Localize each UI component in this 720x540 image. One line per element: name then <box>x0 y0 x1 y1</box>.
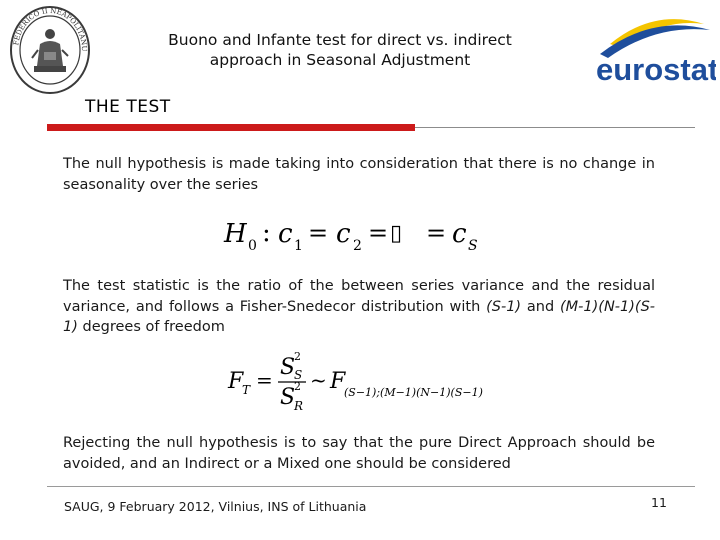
eq2-den-sup: 2 <box>294 380 301 393</box>
eq1-c1: c <box>278 219 293 249</box>
eq2-equals: = <box>256 368 273 392</box>
eq1-cS: c <box>452 219 467 249</box>
p2-df-2: (M-1)(N-1)(S-1) <box>63 298 656 335</box>
title-line-1: Buono and Infante test for direct vs. indirect <box>168 31 512 49</box>
eq2-F-dist: F <box>330 369 346 394</box>
heading-divider <box>415 127 695 128</box>
eq1-colon: : <box>262 218 271 248</box>
eq1-equals-c: = <box>426 219 447 247</box>
null-hypothesis-equation <box>222 210 492 256</box>
seal-lettering: FEDERICO II NEAPOLITANU <box>12 6 89 52</box>
footer-citation: SAUG, 9 February 2012, Vilnius, INS of Lithuania <box>64 499 367 514</box>
eq2-num-sup: 2 <box>294 350 301 363</box>
eurostat-logo <box>592 14 716 96</box>
title-line-2: approach in Seasonal Adjustment <box>209 51 471 69</box>
eq1-c2: c <box>336 219 351 249</box>
eq1-equals-a: = <box>308 219 329 247</box>
eq1-placeholder-glyph: ▯ <box>390 221 403 246</box>
eq1-H: H <box>224 219 247 249</box>
eq2-num-S: S <box>280 355 296 380</box>
university-seal-logo <box>8 4 92 96</box>
eq1-sub-2: 2 <box>353 238 362 254</box>
eq2-degrees-of-freedom: (S−1);(M−1)(N−1)(S−1) <box>344 386 483 399</box>
eurostat-logo-text: eurostat <box>596 52 716 87</box>
eq2-tilde: ~ <box>310 368 327 392</box>
page-number: 11 <box>651 495 667 510</box>
fisher-statistic-equation <box>226 348 496 416</box>
eq1-sub-1: 1 <box>294 238 303 254</box>
eq1-equals-b: = <box>368 219 389 247</box>
eq1-sub-S: S <box>468 238 478 254</box>
slide-title <box>110 30 570 70</box>
heading-accent-bar <box>47 124 415 131</box>
eq2-sub-T: T <box>242 383 251 397</box>
eq2-den-S: S <box>280 385 296 410</box>
p2-text-e: degrees of freedom <box>77 319 225 335</box>
section-heading: THE TEST <box>85 97 171 117</box>
rejection-paragraph: Rejecting the null hypothesis is to say that the pure Direct Approach should be avoided, and an Indirect or a Mixed one should be considered <box>63 435 655 472</box>
p2-text-a: The test statistic is the ratio of the between series variance and the residual variance, and follows a Fisher-Snedecor distribution with <box>63 278 655 315</box>
eq1-sub-0: 0 <box>248 238 257 254</box>
eq2-F: F <box>228 369 244 394</box>
eq2-den-sub: R <box>294 399 304 413</box>
eq2-num-sub: S <box>294 368 303 382</box>
null-hypothesis-paragraph: The null hypothesis is made taking into consideration that there is no change in seasonality over the series <box>63 156 655 193</box>
p2-text-c: and <box>521 298 561 315</box>
p2-df-1: (S-1) <box>486 298 522 315</box>
footer-divider <box>47 486 695 487</box>
test-statistic-paragraph <box>63 276 655 338</box>
